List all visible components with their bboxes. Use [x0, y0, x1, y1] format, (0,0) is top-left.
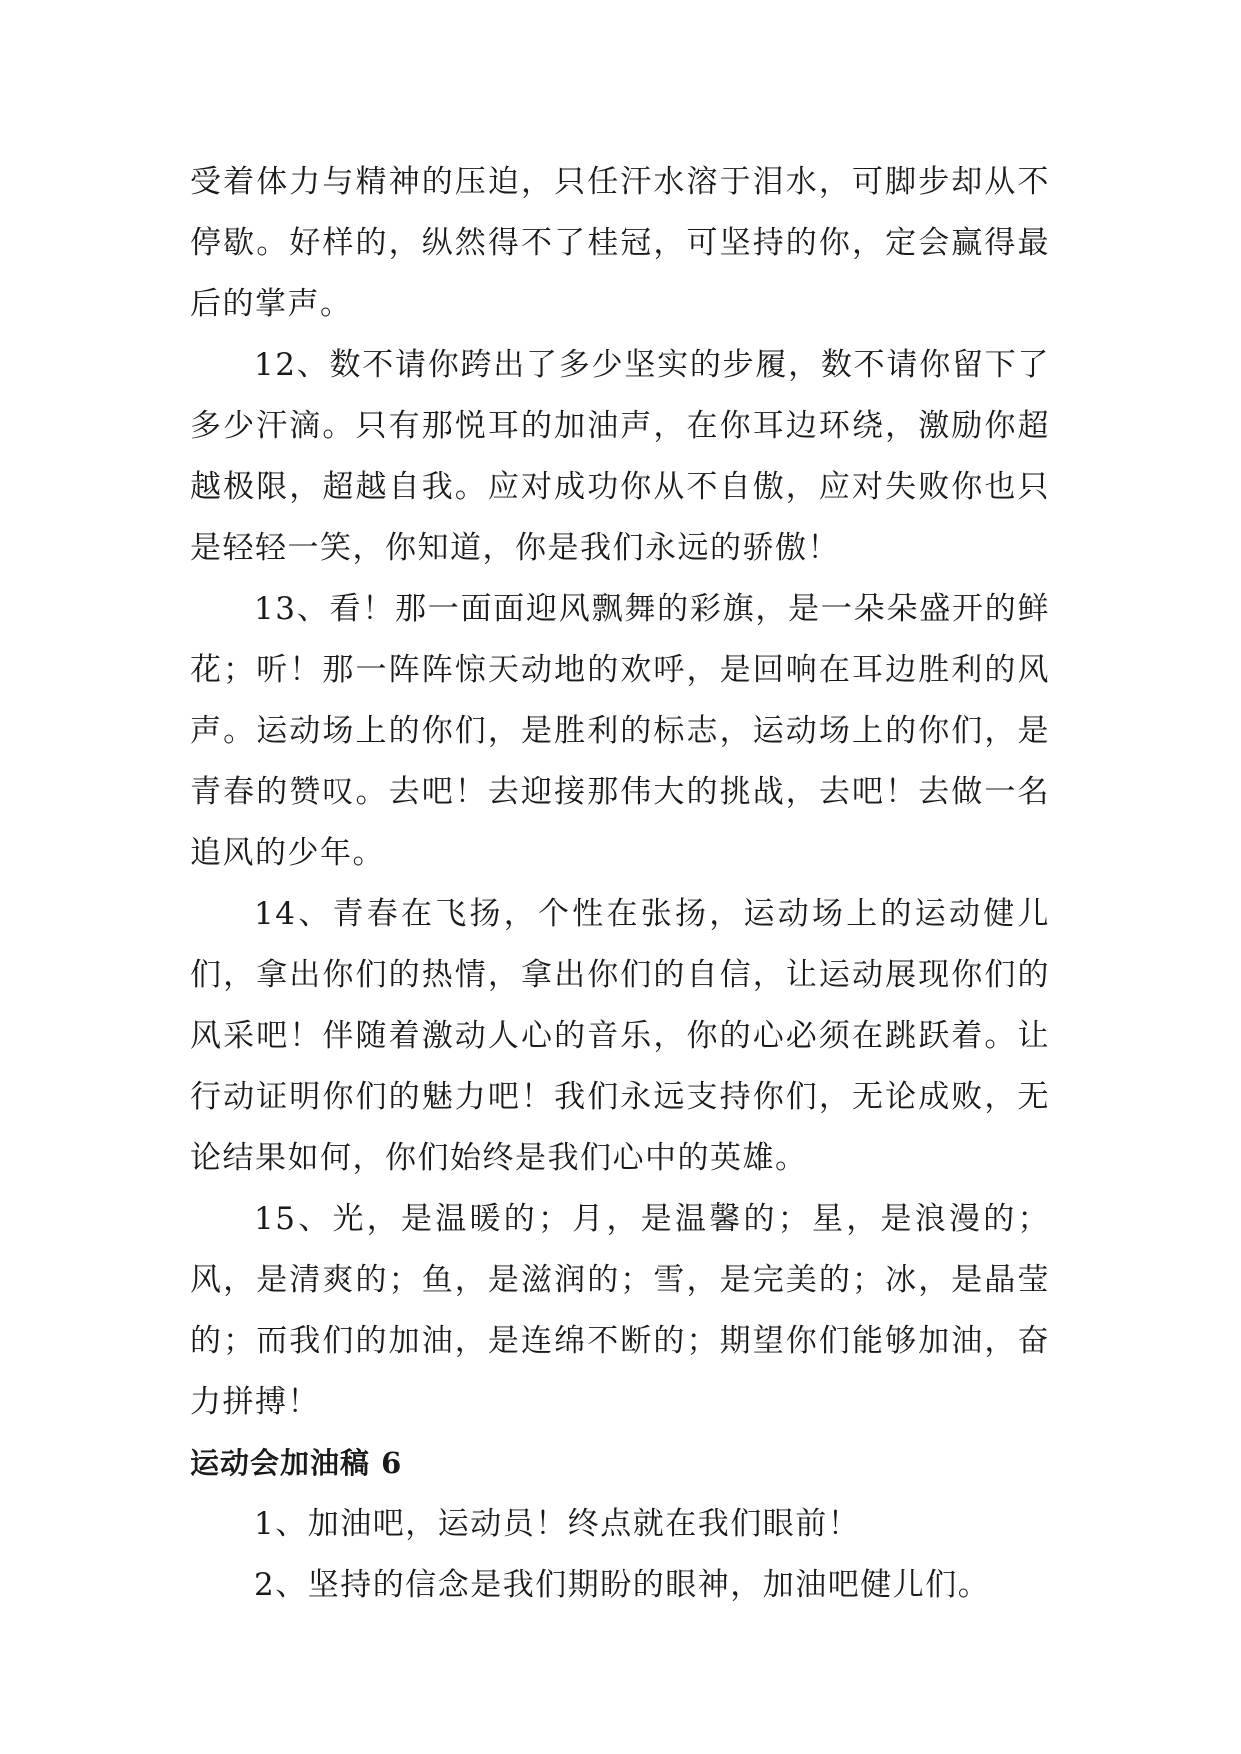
paragraph-item-2: 2、坚持的信念是我们期盼的眼神，加油吧健儿们。: [254, 1567, 991, 1603]
section-heading: 运动会加油稿 6: [190, 1446, 403, 1480]
document-body: [190, 152, 1050, 1616]
paragraph-item-14: 14、青春在飞扬，个性在张扬，运动场上的运动健儿们，拿出你们的热情，拿出你们的自信，让运动展现你们的风采吧！伴随着激动人心的音乐，你的心必须在跳跃着。让行动证明你们的魅力吧！我们永远支持你们，无论成败，无论结果如何，你们始终是我们心中的英雄。: [190, 896, 1050, 1176]
paragraph-item-12: 12、数不请你跨出了多少坚实的步履，数不请你留下了多少汗滴。只有那悦耳的加油声，在你耳边环绕，激励你超越极限，超越自我。应对成功你从不自傲，应对失败你也只是轻轻一笑，你知道，你是我们永远的骄傲！: [190, 347, 1050, 566]
paragraph-continued: 受着体力与精神的压迫，只任汗水溶于泪水，可脚步却从不停歇。好样的，纵然得不了桂冠，可坚持的你，定会赢得最后的掌声。: [190, 164, 1050, 322]
paragraph-item-1: 1、加油吧，运动员！终点就在我们眼前！: [254, 1506, 861, 1542]
paragraph-item-13: 13、看！那一面面迎风飘舞的彩旗，是一朵朵盛开的鲜花；听！那一阵阵惊天动地的欢呼，是回响在耳边胜利的风声。运动场上的你们，是胜利的标志，运动场上的你们，是青春的赞叹。去吧！去迎接那伟大的挑战，去吧！去做一名追风的少年。: [190, 591, 1050, 871]
paragraph-item-15: 15、光，是温暖的；月，是温馨的；星，是浪漫的；风，是清爽的；鱼，是滋润的；雪，是完美的；冰，是晶莹的；而我们的加油，是连绵不断的；期望你们能够加油，奋力拼搏！: [190, 1201, 1050, 1420]
